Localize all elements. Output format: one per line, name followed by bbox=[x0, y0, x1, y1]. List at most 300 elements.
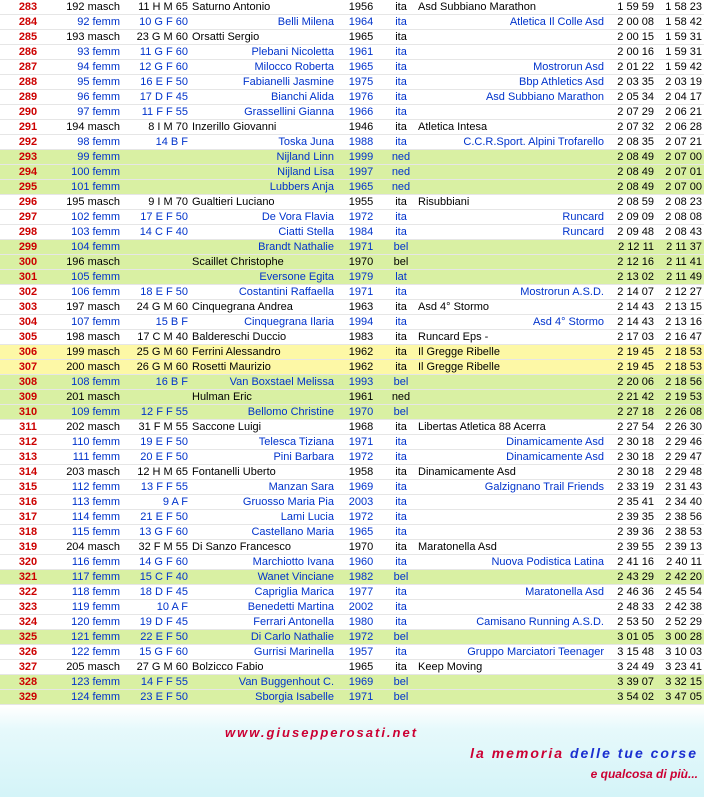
cell-time2: 2 31 43 bbox=[656, 480, 704, 495]
cell-name: Baldereschi Duccio bbox=[190, 330, 336, 345]
cell-year: 2003 bbox=[336, 495, 386, 510]
cell-time2: 2 29 47 bbox=[656, 450, 704, 465]
cell-nat: ita bbox=[386, 120, 416, 135]
cell-club: Runcard bbox=[416, 210, 606, 225]
table-row bbox=[0, 330, 704, 345]
cell-name: Orsatti Sergio bbox=[190, 30, 336, 45]
cell-cat: 14 C F 40 bbox=[122, 225, 190, 240]
cell-nat: ita bbox=[386, 450, 416, 465]
cell-pos: 296 bbox=[0, 195, 56, 210]
table-row bbox=[0, 45, 704, 60]
cell-cat: 11 G F 60 bbox=[122, 45, 190, 60]
table-row bbox=[0, 690, 704, 705]
cell-time2: 2 07 21 bbox=[656, 135, 704, 150]
cell-num: 114 femm bbox=[56, 510, 122, 525]
cell-club: Asd Subbiano Marathon bbox=[416, 90, 606, 105]
cell-num: 196 masch bbox=[56, 255, 122, 270]
cell-time2: 3 23 41 bbox=[656, 660, 704, 675]
cell-pos: 320 bbox=[0, 555, 56, 570]
cell-num: 201 masch bbox=[56, 390, 122, 405]
cell-num: 120 femm bbox=[56, 615, 122, 630]
cell-pos: 306 bbox=[0, 345, 56, 360]
cell-cat: 19 D F 45 bbox=[122, 615, 190, 630]
cell-time2: 1 58 23 bbox=[656, 0, 704, 15]
table-row bbox=[0, 210, 704, 225]
cell-nat: ita bbox=[386, 495, 416, 510]
cell-name: Benedetti Martina bbox=[190, 600, 336, 615]
cell-time1: 2 41 16 bbox=[606, 555, 656, 570]
cell-pos: 315 bbox=[0, 480, 56, 495]
cell-cat bbox=[122, 390, 190, 405]
cell-cat: 9 A F bbox=[122, 495, 190, 510]
cell-nat: ita bbox=[386, 210, 416, 225]
cell-pos: 326 bbox=[0, 645, 56, 660]
table-row bbox=[0, 345, 704, 360]
cell-cat: 32 F M 55 bbox=[122, 540, 190, 555]
cell-time2: 2 07 01 bbox=[656, 165, 704, 180]
cell-pos: 283 bbox=[0, 0, 56, 15]
cell-year: 1994 bbox=[336, 315, 386, 330]
cell-time1: 2 03 35 bbox=[606, 75, 656, 90]
table-row bbox=[0, 375, 704, 390]
cell-time2: 2 42 20 bbox=[656, 570, 704, 585]
cell-pos: 314 bbox=[0, 465, 56, 480]
table-row bbox=[0, 225, 704, 240]
cell-year: 1956 bbox=[336, 0, 386, 15]
cell-name: Inzerillo Giovanni bbox=[190, 120, 336, 135]
cell-time1: 2 12 11 bbox=[606, 240, 656, 255]
cell-name: Fabianelli Jasmine bbox=[190, 75, 336, 90]
cell-nat: ita bbox=[386, 615, 416, 630]
cell-cat: 18 D F 45 bbox=[122, 585, 190, 600]
cell-year: 1965 bbox=[336, 60, 386, 75]
cell-num: 193 masch bbox=[56, 30, 122, 45]
cell-num: 105 femm bbox=[56, 270, 122, 285]
cell-cat: 23 E F 50 bbox=[122, 690, 190, 705]
cell-club: Risubbiani bbox=[416, 195, 606, 210]
cell-time1: 2 05 34 bbox=[606, 90, 656, 105]
cell-nat: ita bbox=[386, 75, 416, 90]
cell-pos: 313 bbox=[0, 450, 56, 465]
cell-nat: ita bbox=[386, 285, 416, 300]
cell-pos: 288 bbox=[0, 75, 56, 90]
cell-num: 95 femm bbox=[56, 75, 122, 90]
cell-cat bbox=[122, 150, 190, 165]
cell-nat: ita bbox=[386, 600, 416, 615]
cell-time2: 2 45 54 bbox=[656, 585, 704, 600]
table-row bbox=[0, 180, 704, 195]
cell-year: 1971 bbox=[336, 690, 386, 705]
cell-time1: 2 19 45 bbox=[606, 345, 656, 360]
cell-time1: 2 13 02 bbox=[606, 270, 656, 285]
cell-pos: 318 bbox=[0, 525, 56, 540]
cell-time1: 2 46 36 bbox=[606, 585, 656, 600]
table-row bbox=[0, 585, 704, 600]
cell-time1: 2 39 36 bbox=[606, 525, 656, 540]
cell-club: Il Gregge Ribelle bbox=[416, 360, 606, 375]
cell-cat: 20 E F 50 bbox=[122, 450, 190, 465]
cell-club: Camisano Running A.S.D. bbox=[416, 615, 606, 630]
cell-nat: ita bbox=[386, 480, 416, 495]
cell-time1: 2 08 35 bbox=[606, 135, 656, 150]
cell-cat bbox=[122, 270, 190, 285]
cell-pos: 289 bbox=[0, 90, 56, 105]
table-row bbox=[0, 75, 704, 90]
cell-club bbox=[416, 45, 606, 60]
table-row bbox=[0, 165, 704, 180]
cell-name: Di Sanzo Francesco bbox=[190, 540, 336, 555]
cell-name: De Vora Flavia bbox=[190, 210, 336, 225]
cell-year: 1997 bbox=[336, 165, 386, 180]
cell-year: 1963 bbox=[336, 300, 386, 315]
cell-cat: 17 E F 50 bbox=[122, 210, 190, 225]
cell-name: Saturno Antonio bbox=[190, 0, 336, 15]
table-row bbox=[0, 315, 704, 330]
cell-time2: 2 26 30 bbox=[656, 420, 704, 435]
cell-name: Castellano Maria bbox=[190, 525, 336, 540]
cell-club: Dinamicamente Asd bbox=[416, 450, 606, 465]
cell-name: Van Boxstael Melissa bbox=[190, 375, 336, 390]
cell-time1: 2 08 59 bbox=[606, 195, 656, 210]
cell-num: 123 femm bbox=[56, 675, 122, 690]
cell-pos: 297 bbox=[0, 210, 56, 225]
cell-nat: ita bbox=[386, 465, 416, 480]
table-row bbox=[0, 615, 704, 630]
cell-time1: 2 33 19 bbox=[606, 480, 656, 495]
cell-club bbox=[416, 165, 606, 180]
cell-nat: ita bbox=[386, 555, 416, 570]
cell-pos: 321 bbox=[0, 570, 56, 585]
cell-club bbox=[416, 495, 606, 510]
cell-club: Maratonella Asd bbox=[416, 585, 606, 600]
cell-year: 1961 bbox=[336, 390, 386, 405]
cell-name: Wanet Vinciane bbox=[190, 570, 336, 585]
table-row bbox=[0, 405, 704, 420]
cell-nat: ita bbox=[386, 0, 416, 15]
cell-year: 1971 bbox=[336, 240, 386, 255]
cell-time2: 2 11 37 bbox=[656, 240, 704, 255]
cell-name: Toska Juna bbox=[190, 135, 336, 150]
cell-time1: 2 14 43 bbox=[606, 315, 656, 330]
cell-time2: 2 16 47 bbox=[656, 330, 704, 345]
cell-pos: 325 bbox=[0, 630, 56, 645]
cell-cat: 12 G F 60 bbox=[122, 60, 190, 75]
cell-name: Plebani Nicoletta bbox=[190, 45, 336, 60]
cell-num: 117 femm bbox=[56, 570, 122, 585]
cell-cat bbox=[122, 165, 190, 180]
cell-year: 1970 bbox=[336, 255, 386, 270]
cell-time2: 2 19 53 bbox=[656, 390, 704, 405]
table-row bbox=[0, 390, 704, 405]
cell-pos: 317 bbox=[0, 510, 56, 525]
cell-year: 1970 bbox=[336, 540, 386, 555]
cell-num: 93 femm bbox=[56, 45, 122, 60]
cell-nat: bel bbox=[386, 630, 416, 645]
cell-name: Nijland Lisa bbox=[190, 165, 336, 180]
cell-time1: 2 14 07 bbox=[606, 285, 656, 300]
cell-time2: 2 11 41 bbox=[656, 255, 704, 270]
site-link[interactable]: www.giusepperosati.net bbox=[225, 725, 419, 740]
cell-year: 1976 bbox=[336, 90, 386, 105]
cell-year: 1969 bbox=[336, 675, 386, 690]
cell-name: Gualtieri Luciano bbox=[190, 195, 336, 210]
cell-club bbox=[416, 30, 606, 45]
cell-name: Costantini Raffaella bbox=[190, 285, 336, 300]
cell-year: 1975 bbox=[336, 75, 386, 90]
table-row bbox=[0, 120, 704, 135]
cell-pos: 294 bbox=[0, 165, 56, 180]
cell-cat bbox=[122, 180, 190, 195]
cell-num: 205 masch bbox=[56, 660, 122, 675]
cell-num: 111 femm bbox=[56, 450, 122, 465]
cell-year: 1961 bbox=[336, 45, 386, 60]
cell-year: 1988 bbox=[336, 135, 386, 150]
cell-num: 96 femm bbox=[56, 90, 122, 105]
cell-year: 1980 bbox=[336, 615, 386, 630]
cell-time2: 1 59 31 bbox=[656, 45, 704, 60]
cell-pos: 305 bbox=[0, 330, 56, 345]
cell-nat: ita bbox=[386, 345, 416, 360]
cell-num: 108 femm bbox=[56, 375, 122, 390]
cell-cat: 10 G F 60 bbox=[122, 15, 190, 30]
cell-num: 198 masch bbox=[56, 330, 122, 345]
cell-nat: ita bbox=[386, 540, 416, 555]
table-row bbox=[0, 30, 704, 45]
cell-pos: 319 bbox=[0, 540, 56, 555]
cell-year: 1969 bbox=[336, 480, 386, 495]
cell-name: Ciatti Stella bbox=[190, 225, 336, 240]
cell-nat: ita bbox=[386, 420, 416, 435]
table-row bbox=[0, 420, 704, 435]
cell-year: 2002 bbox=[336, 600, 386, 615]
cell-name: Cinquegrana Andrea bbox=[190, 300, 336, 315]
cell-num: 118 femm bbox=[56, 585, 122, 600]
cell-cat bbox=[122, 240, 190, 255]
cell-name: Di Carlo Nathalie bbox=[190, 630, 336, 645]
cell-num: 102 femm bbox=[56, 210, 122, 225]
cell-club: Asd Subbiano Marathon bbox=[416, 0, 606, 15]
cell-time2: 3 00 28 bbox=[656, 630, 704, 645]
cell-nat: lat bbox=[386, 270, 416, 285]
cell-pos: 303 bbox=[0, 300, 56, 315]
cell-pos: 302 bbox=[0, 285, 56, 300]
cell-pos: 300 bbox=[0, 255, 56, 270]
cell-pos: 284 bbox=[0, 15, 56, 30]
cell-nat: ned bbox=[386, 165, 416, 180]
cell-year: 1979 bbox=[336, 270, 386, 285]
cell-cat: 21 E F 50 bbox=[122, 510, 190, 525]
cell-num: 116 femm bbox=[56, 555, 122, 570]
cell-pos: 301 bbox=[0, 270, 56, 285]
table-row bbox=[0, 525, 704, 540]
cell-name: Pini Barbara bbox=[190, 450, 336, 465]
cell-num: 122 femm bbox=[56, 645, 122, 660]
cell-num: 200 masch bbox=[56, 360, 122, 375]
cell-nat: ita bbox=[386, 135, 416, 150]
cell-pos: 286 bbox=[0, 45, 56, 60]
cell-pos: 290 bbox=[0, 105, 56, 120]
table-row bbox=[0, 15, 704, 30]
cell-num: 104 femm bbox=[56, 240, 122, 255]
cell-time1: 2 48 33 bbox=[606, 600, 656, 615]
cell-time2: 2 03 19 bbox=[656, 75, 704, 90]
cell-time1: 2 08 49 bbox=[606, 165, 656, 180]
cell-cat: 19 E F 50 bbox=[122, 435, 190, 450]
cell-nat: ned bbox=[386, 150, 416, 165]
cell-name: Scaillet Christophe bbox=[190, 255, 336, 270]
cell-name: Hulman Eric bbox=[190, 390, 336, 405]
cell-name: Marchiotto Ivana bbox=[190, 555, 336, 570]
cell-time2: 2 42 38 bbox=[656, 600, 704, 615]
table-row bbox=[0, 105, 704, 120]
cell-pos: 304 bbox=[0, 315, 56, 330]
table-row bbox=[0, 255, 704, 270]
cell-cat: 13 G F 60 bbox=[122, 525, 190, 540]
cell-name: Telesca Tiziana bbox=[190, 435, 336, 450]
cell-nat: bel bbox=[386, 255, 416, 270]
cell-time2: 2 08 43 bbox=[656, 225, 704, 240]
cell-num: 112 femm bbox=[56, 480, 122, 495]
cell-pos: 328 bbox=[0, 675, 56, 690]
cell-pos: 316 bbox=[0, 495, 56, 510]
cell-cat bbox=[122, 255, 190, 270]
cell-cat: 25 G M 60 bbox=[122, 345, 190, 360]
cell-num: 99 femm bbox=[56, 150, 122, 165]
cell-time1: 2 14 43 bbox=[606, 300, 656, 315]
cell-num: 103 femm bbox=[56, 225, 122, 240]
cell-time2: 2 06 21 bbox=[656, 105, 704, 120]
cell-time2: 2 18 53 bbox=[656, 360, 704, 375]
cell-time2: 2 38 56 bbox=[656, 510, 704, 525]
table-row bbox=[0, 90, 704, 105]
table-row bbox=[0, 660, 704, 675]
table-row bbox=[0, 465, 704, 480]
cell-time2: 2 08 23 bbox=[656, 195, 704, 210]
cell-cat: 16 E F 50 bbox=[122, 75, 190, 90]
cell-year: 1955 bbox=[336, 195, 386, 210]
cell-year: 1984 bbox=[336, 225, 386, 240]
cell-time2: 2 13 16 bbox=[656, 315, 704, 330]
table-row bbox=[0, 300, 704, 315]
cell-year: 1977 bbox=[336, 585, 386, 600]
cell-year: 1965 bbox=[336, 30, 386, 45]
cell-club bbox=[416, 105, 606, 120]
cell-time2: 2 08 08 bbox=[656, 210, 704, 225]
cell-cat: 14 F F 55 bbox=[122, 675, 190, 690]
cell-year: 1965 bbox=[336, 525, 386, 540]
cell-cat: 15 G F 60 bbox=[122, 645, 190, 660]
cell-club: Bbp Athletics Asd bbox=[416, 75, 606, 90]
cell-pos: 299 bbox=[0, 240, 56, 255]
table-row bbox=[0, 645, 704, 660]
cell-club bbox=[416, 240, 606, 255]
cell-num: 109 femm bbox=[56, 405, 122, 420]
cell-cat: 15 C F 40 bbox=[122, 570, 190, 585]
cell-name: Bolzicco Fabio bbox=[190, 660, 336, 675]
cell-cat: 14 B F bbox=[122, 135, 190, 150]
cell-nat: ned bbox=[386, 180, 416, 195]
cell-year: 1972 bbox=[336, 210, 386, 225]
cell-nat: ita bbox=[386, 315, 416, 330]
cell-time1: 2 39 55 bbox=[606, 540, 656, 555]
cell-num: 199 masch bbox=[56, 345, 122, 360]
cell-cat: 12 H M 65 bbox=[122, 465, 190, 480]
cell-time2: 2 18 53 bbox=[656, 345, 704, 360]
cell-name: Manzan Sara bbox=[190, 480, 336, 495]
cell-cat: 8 I M 70 bbox=[122, 120, 190, 135]
cell-time2: 2 26 08 bbox=[656, 405, 704, 420]
cell-time1: 2 35 41 bbox=[606, 495, 656, 510]
cell-club bbox=[416, 630, 606, 645]
motto-part-1: la memoria bbox=[470, 745, 565, 761]
cell-name: Lami Lucia bbox=[190, 510, 336, 525]
cell-num: 107 femm bbox=[56, 315, 122, 330]
cell-pos: 311 bbox=[0, 420, 56, 435]
cell-name: Belli Milena bbox=[190, 15, 336, 30]
table-row bbox=[0, 480, 704, 495]
cell-year: 1968 bbox=[336, 420, 386, 435]
cell-club: Galzignano Trail Friends bbox=[416, 480, 606, 495]
cell-club bbox=[416, 675, 606, 690]
cell-nat: ita bbox=[386, 195, 416, 210]
cell-time1: 2 27 18 bbox=[606, 405, 656, 420]
cell-time2: 2 29 46 bbox=[656, 435, 704, 450]
cell-club: Mostrorun A.S.D. bbox=[416, 285, 606, 300]
cell-name: Brandt Nathalie bbox=[190, 240, 336, 255]
cell-year: 1993 bbox=[336, 375, 386, 390]
table-row bbox=[0, 360, 704, 375]
table-row bbox=[0, 270, 704, 285]
cell-time1: 3 39 07 bbox=[606, 675, 656, 690]
cell-club bbox=[416, 690, 606, 705]
cell-num: 110 femm bbox=[56, 435, 122, 450]
cell-club bbox=[416, 510, 606, 525]
cell-name: Rosetti Maurizio bbox=[190, 360, 336, 375]
table-row bbox=[0, 510, 704, 525]
cell-pos: 322 bbox=[0, 585, 56, 600]
cell-nat: ita bbox=[386, 525, 416, 540]
cell-num: 195 masch bbox=[56, 195, 122, 210]
cell-nat: ita bbox=[386, 585, 416, 600]
cell-nat: ita bbox=[386, 360, 416, 375]
cell-nat: ned bbox=[386, 390, 416, 405]
cell-num: 92 femm bbox=[56, 15, 122, 30]
cell-nat: ita bbox=[386, 435, 416, 450]
table-row bbox=[0, 0, 704, 15]
cell-cat: 10 A F bbox=[122, 600, 190, 615]
cell-nat: ita bbox=[386, 45, 416, 60]
cell-cat: 13 F F 55 bbox=[122, 480, 190, 495]
table-row bbox=[0, 285, 704, 300]
cell-name: Fontanelli Uberto bbox=[190, 465, 336, 480]
cell-club bbox=[416, 525, 606, 540]
cell-pos: 298 bbox=[0, 225, 56, 240]
cell-name: Lubbers Anja bbox=[190, 180, 336, 195]
cell-year: 1972 bbox=[336, 450, 386, 465]
cell-club: Dinamicamente Asd bbox=[416, 435, 606, 450]
cell-cat: 15 B F bbox=[122, 315, 190, 330]
table-row bbox=[0, 570, 704, 585]
cell-club: Atletica Il Colle Asd bbox=[416, 15, 606, 30]
cell-club bbox=[416, 180, 606, 195]
cell-cat: 31 F M 55 bbox=[122, 420, 190, 435]
cell-time2: 2 39 13 bbox=[656, 540, 704, 555]
cell-year: 1972 bbox=[336, 630, 386, 645]
cell-time2: 3 10 03 bbox=[656, 645, 704, 660]
cell-club: Keep Moving bbox=[416, 660, 606, 675]
cell-nat: ita bbox=[386, 225, 416, 240]
cell-name: Sborgia Isabelle bbox=[190, 690, 336, 705]
